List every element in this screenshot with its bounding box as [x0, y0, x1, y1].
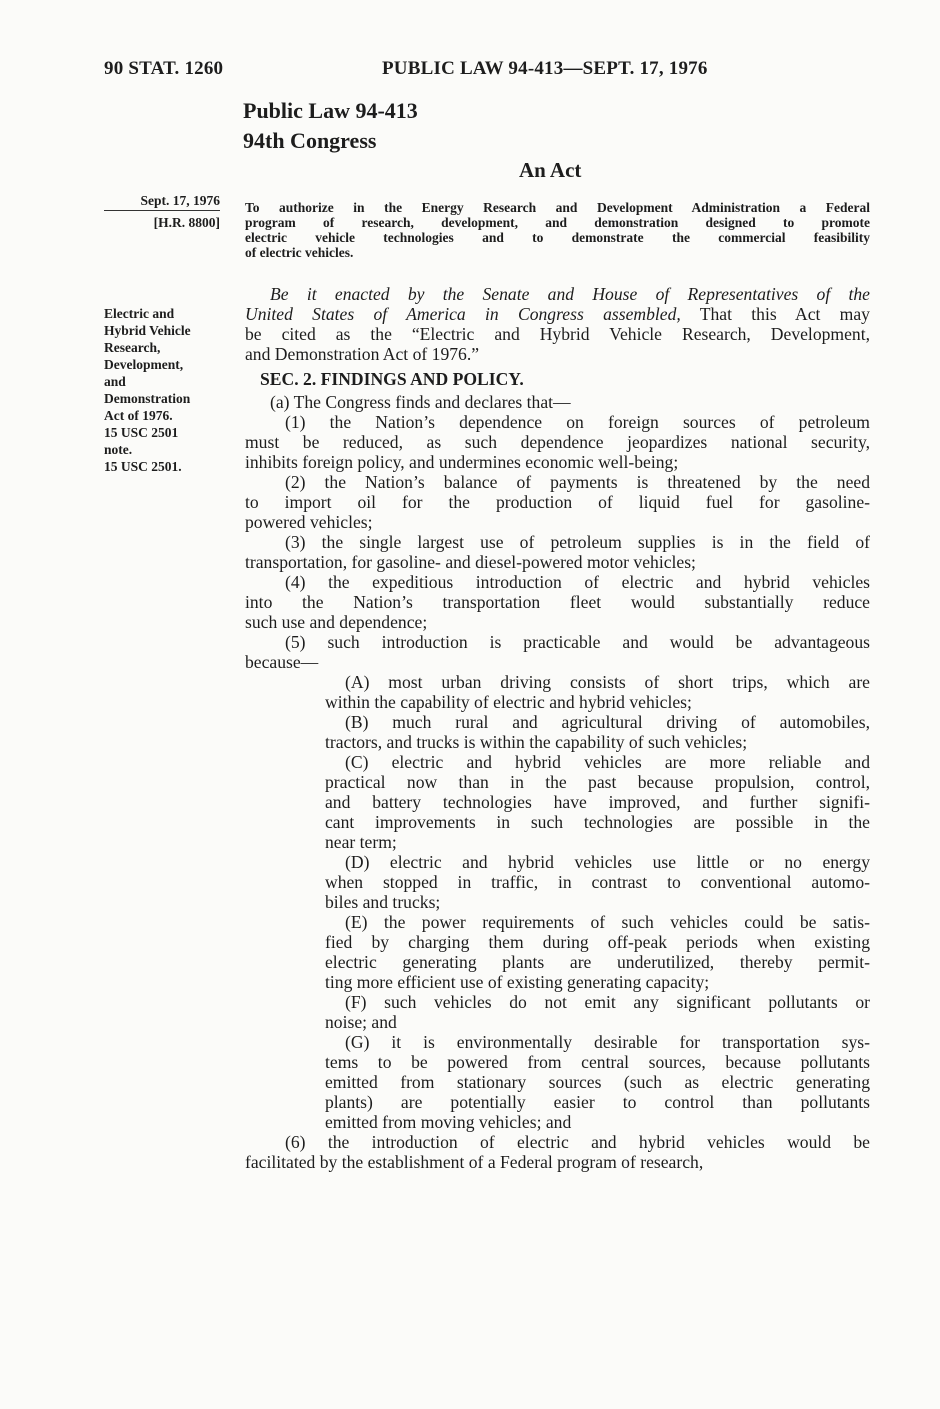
subparagraph-d: biles and trucks; [325, 892, 441, 912]
subparagraph-f: (F) such vehicles do not emit any significant pollutants or [345, 992, 870, 1012]
paragraph-5: (5) such introduction is practicable and would be advantageous [285, 632, 870, 652]
margin-note-line: Hybrid Vehicle [104, 323, 191, 338]
margin-note-line: Demonstration [104, 391, 191, 406]
subparagraph-e: electric generating plants are underutilized, thereby permit- [325, 952, 870, 972]
paragraph-1: inhibits foreign policy, and undermines economic well-being; [245, 452, 679, 472]
subparagraph-d: when stopped in traffic, in contrast to conventional automo- [325, 872, 870, 892]
act-body [245, 284, 870, 1172]
margin-note-line: Development, [104, 357, 184, 372]
subparagraph-c: cant improvements in such technologies are possible in the [325, 812, 870, 832]
enacting-clause-line: be cited as the “Electric and Hybrid Vehicle Research, Development, [245, 324, 870, 344]
subparagraph-b: (B) much rural and agricultural driving of automobiles, [345, 712, 870, 732]
paragraph-6: (6) the introduction of electric and hybrid vehicles would be [285, 1132, 870, 1152]
enacting-clause-line: and Demonstration Act of 1976.” [245, 344, 480, 364]
public-law-number: Public Law 94-413 [243, 98, 418, 123]
act-purpose [245, 200, 870, 260]
margin-bill-number: [H.R. 8800] [153, 215, 220, 230]
paragraph-6: facilitated by the establishment of a Federal program of research, [245, 1152, 704, 1172]
subparagraph-c: and battery technologies have improved, and further signifi- [325, 792, 870, 812]
paragraph-5: because— [245, 652, 319, 672]
paragraph-3: transportation, for gasoline- and diesel-powered motor vehicles; [245, 552, 696, 572]
subparagraph-c: practical now than in the past because propulsion, control, [325, 772, 870, 792]
subparagraph-a: within the capability of electric and hybrid vehicles; [325, 692, 692, 712]
paragraph-1: (1) the Nation’s dependence on foreign sources of petroleum [285, 412, 870, 432]
paragraph-4: such use and dependence; [245, 612, 428, 632]
paragraph-1: must be reduced, as such dependence jeopardizes national security, [245, 432, 870, 452]
subparagraph-g: plants) are potentially easier to control than pollutants [325, 1092, 870, 1112]
margin-date: Sept. 17, 1976 [104, 192, 220, 211]
paragraph-3: (3) the single largest use of petroleum supplies is in the field of [285, 532, 870, 552]
margin-note-line: Electric and [104, 306, 175, 321]
margin-short-title-note [104, 305, 229, 475]
page-stat-citation: 90 STAT. 1260 [104, 58, 224, 79]
purpose-line: of electric vehicles. [245, 245, 354, 260]
purpose-line: To authorize in the Energy Research and Development Administration a Federal [245, 200, 870, 215]
page-running-head: PUBLIC LAW 94-413—SEPT. 17, 1976 [382, 58, 708, 79]
paragraph-4: into the Nation’s transportation fleet would substantially reduce [245, 592, 870, 612]
subparagraph-c: (C) electric and hybrid vehicles are more reliable and [345, 752, 870, 772]
congress-number: 94th Congress [243, 128, 377, 153]
subparagraph-e: ting more efficient use of existing generating capacity; [325, 972, 710, 992]
margin-note-line: 15 USC 2501. [104, 459, 182, 474]
subparagraph-f: noise; and [325, 1012, 397, 1032]
margin-note-line: and [104, 374, 126, 389]
subparagraph-d: (D) electric and hybrid vehicles use little or no energy [345, 852, 870, 872]
margin-note-line: note. [104, 442, 133, 457]
subparagraph-b: tractors, and trucks is within the capability of such vehicles; [325, 732, 748, 752]
purpose-line: electric vehicle technologies and to demonstrate the commercial feasibility [245, 230, 870, 245]
paragraph-4: (4) the expeditious introduction of electric and hybrid vehicles [285, 572, 870, 592]
purpose-line: program of research, development, and demonstration designed to promote [245, 215, 870, 230]
an-act-heading: An Act [519, 158, 582, 182]
subparagraph-e: fied by charging them during off-peak periods when existing [325, 932, 870, 952]
enacting-clause-line [245, 304, 870, 324]
paragraph-2: (2) the Nation’s balance of payments is threatened by the need [285, 472, 870, 492]
subparagraph-c: near term; [325, 832, 397, 852]
subsection-a: (a) The Congress finds and declares that— [270, 392, 571, 412]
enacting-clause-rest: That this Act may [680, 304, 870, 324]
enacting-clause-line: Be it enacted by the Senate and House of Representatives of the [270, 284, 870, 304]
paragraph-2: to import oil for the production of liquid fuel for gasoline- [245, 492, 870, 512]
margin-note-line: Research, [104, 340, 161, 355]
subparagraph-g: emitted from stationary sources (such as electric generating [325, 1072, 870, 1092]
section-heading: SEC. 2. FINDINGS AND POLICY. [260, 369, 524, 389]
subparagraph-a: (A) most urban driving consists of short trips, which are [345, 672, 870, 692]
paragraph-2: powered vehicles; [245, 512, 373, 532]
margin-note-line: 15 USC 2501 [104, 425, 179, 440]
subparagraph-g: emitted from moving vehicles; and [325, 1112, 572, 1132]
margin-note-line: Act of 1976. [104, 408, 173, 423]
subparagraph-e: (E) the power requirements of such vehicles could be satis- [345, 912, 870, 932]
subparagraph-g: (G) it is environmentally desirable for transportation sys- [345, 1032, 870, 1052]
subparagraph-g: tems to be powered from central sources, because pollutants [325, 1052, 870, 1072]
enacting-clause-italic: United States of America in Congress assembled, [245, 304, 681, 324]
